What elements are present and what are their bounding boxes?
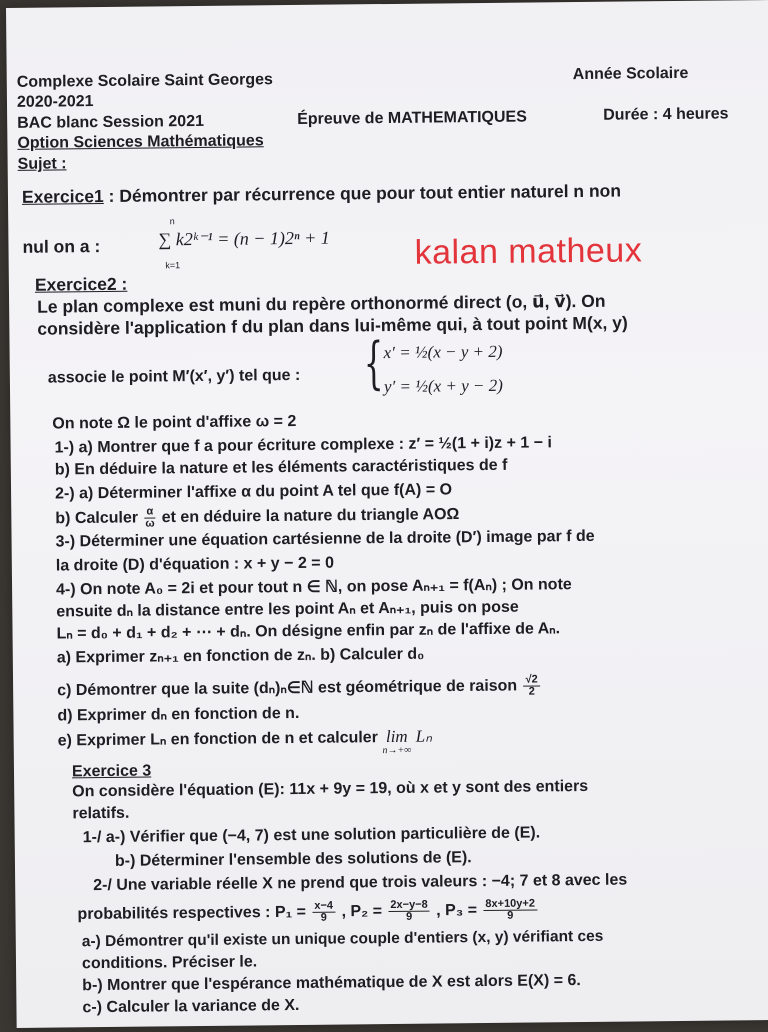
sujet-label: Sujet : [17, 155, 67, 173]
sum-lower: k=1 [165, 260, 181, 271]
year-label: Année Scolaire [572, 64, 689, 84]
frac-den: 2 [528, 685, 535, 698]
alpha-over-omega [144, 506, 155, 529]
ex3-probabilities [77, 898, 539, 926]
ex2-q3b: la droite (D) d'équation : x + y − 2 = 0 [55, 554, 335, 575]
ex3-line1: On considère l'équation (E): 11x + 9y = 19, où x et y sont des entiers [72, 777, 589, 801]
duration: Durée : 4 heures [603, 105, 729, 124]
exercise2-title: Exercice2 : [34, 273, 128, 295]
p1-frac [312, 901, 335, 924]
session: BAC blanc Session 2021 [17, 112, 205, 132]
p2-label: , P₂ = [341, 902, 383, 921]
school-name: Complexe Scolaire Saint Georges [16, 71, 273, 91]
option: Option Sciences Mathématiques [17, 132, 264, 152]
p3-frac [483, 898, 537, 922]
p2-frac [388, 900, 430, 923]
ex2-line2: considère l'application f du plan dans lui-même qui, à tout point M(x, y) [37, 312, 628, 339]
frac-num: x−4 [312, 901, 335, 913]
ex2-q1a: 1-) a) Montrer que f a pour écriture complexe : z′ = ½(1 + i)z + 1 − i [54, 434, 552, 457]
exercise1-line1 [22, 182, 621, 206]
document-content [6, 0, 768, 1032]
watermark: kalan matheux [414, 231, 643, 272]
ex2-q4a: 4-) On note A₀ = 2i et pour tout n ∈ ℕ, on pose Aₙ₊₁ = f(Aₙ) ; On note [56, 576, 572, 599]
limit [382, 728, 411, 756]
q2b-suffix: et en déduire la nature du triangle AOΩ [161, 506, 460, 527]
ex2-q4f: d) Exprimer dₙ en fonction de n. [57, 704, 300, 725]
q2b-prefix: b) Calculer [55, 509, 139, 528]
ex2-q1b: b) En déduire la nature et les éléments caractéristiques de f [54, 456, 508, 479]
ex2-q3a: 3-) Déterminer une équation cartésienne de la droite (D′) image par f de [55, 527, 595, 551]
ex3-q1b: b-) Déterminer l'ensemble des solutions de (E). [114, 849, 472, 870]
exercise1-line2: nul on a : [22, 236, 101, 257]
lim-word: lim [385, 726, 408, 747]
exercise1-title: Exercice1 [21, 185, 104, 207]
ex3-q1a: 1-/ a-) Vérifier que (−4, 7) est une solution particulière de (E). [82, 824, 541, 847]
ex3-qb: b-) Montrer que l'espérance mathématique de X est alors E(X) = 6. [82, 972, 581, 995]
ex2-q4g [58, 728, 433, 760]
ex3-qc: c-) Calculer la variance de X. [82, 996, 300, 1017]
frac-den: 9 [406, 910, 413, 923]
ex2-q4d: a) Exprimer zₙ₊₁ en fonction de zₙ. b) Calculer d₀ [56, 645, 425, 667]
system-eq1: x′ = ½(x − y + 2) [383, 341, 503, 363]
q4e-prefix: c) Démontrer que la suite (dₙ)ₙ∈ℕ est géométrique de raison [57, 677, 518, 700]
ex2-line3: associe le point M′(x′, y′) tel que : [47, 366, 301, 387]
ex3-line2: relatifs. [72, 804, 130, 823]
exam-paper [6, 0, 768, 1028]
frac-den: ω [145, 517, 155, 530]
q4g-prefix: e) Exprimer Lₙ en fonction de n et calculer [57, 729, 378, 750]
system-brace: { [363, 331, 384, 397]
frac-den: 9 [320, 911, 327, 924]
q4g-suffix: Lₙ [415, 726, 433, 746]
system-eq2: y′ = ½(x + y − 2) [383, 375, 503, 397]
ex2-q2a: 2-) a) Déterminer l'affixe α du point A tel que f(A) = O [55, 481, 453, 503]
lim-sub: n→+∞ [382, 744, 412, 757]
exercise3-title: Exercice 3 [71, 762, 152, 781]
ex2-line1: Le plan complexe est muni du repère orthonormé direct (o, u⃗, v⃗). On [37, 290, 606, 317]
frac-num: 2x−y−8 [388, 900, 429, 912]
ex2-q4c: Lₙ = d₀ + d₁ + d₂ + ⋯ + dₙ. On désigne enfin par zₙ de l'affixe de Aₙ. [56, 620, 561, 643]
ex3-qa2: conditions. Préciser le. [81, 953, 258, 973]
frac-num: α [144, 506, 155, 518]
sum-upper: n [169, 216, 175, 227]
ex2-omega: On note Ω le point d'affixe ω = 2 [52, 412, 297, 433]
frac-den: 9 [507, 909, 514, 922]
school-year: 2020-2021 [16, 93, 94, 111]
ex2-q4e [57, 674, 542, 702]
frac-num: 8x+10y+2 [483, 898, 537, 911]
exercise1-text: : Démontrer par récurrence que pour tout entier naturel n non [103, 180, 622, 206]
frac-num: √2 [523, 674, 539, 686]
sqrt2-over-2 [523, 674, 539, 697]
p3-label: , P₃ = [436, 901, 478, 920]
recurrence-formula: ∑ k2ᵏ⁻¹ = (n − 1)2ⁿ + 1 [158, 227, 330, 250]
ex3-qa: a-) Démontrer qu'il existe un unique couple d'entiers (x, y) vérifiant ces [81, 927, 604, 951]
subject: Épreuve de MATHEMATIQUES [297, 108, 527, 128]
ex2-q2b [55, 503, 459, 530]
ex2-q4b: ensuite dₙ la distance entre les point Aₙ et Aₙ₊₁, puis on pose [56, 598, 519, 621]
p1-label: probabilités respectives : P₁ = [77, 903, 307, 924]
ex3-q2: 2-/ Une variable réelle X ne prend que trois valeurs : −4; 7 et 8 avec les [93, 871, 628, 895]
